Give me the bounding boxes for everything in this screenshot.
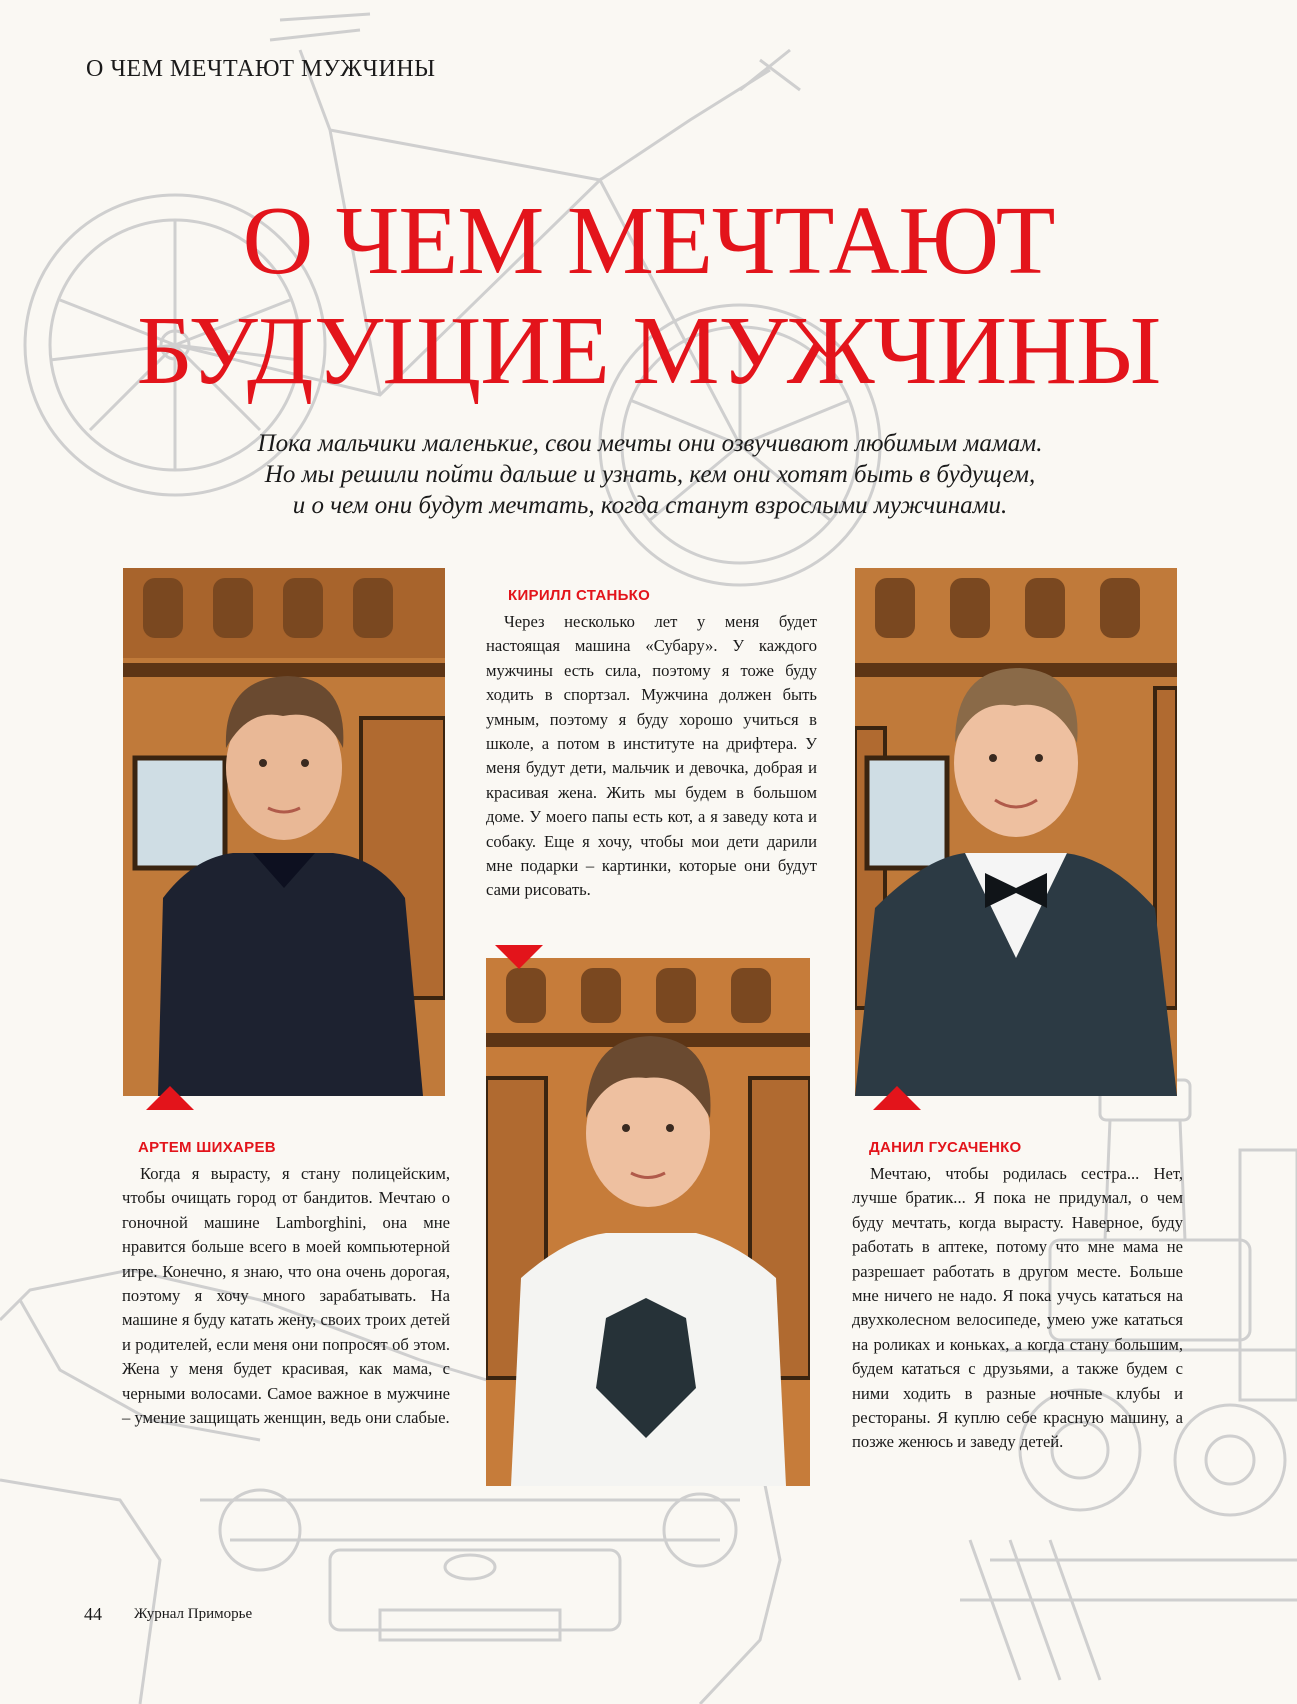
story-kirill: Через несколько лет у меня будет настоящая машина «Субару». У каждого мужчины есть сила, поэтому я тоже буду ходить в спортзал. Мужчина должен быть умным, поэтому я буду хорошо учиться в школе, а потом в институте на дрифтера. У меня будут дети, мальчик и девочка, добрая и красивая жена. Жить мы будем в большом доме. У моего папы есть кот, а я заведу кота и собаку. Еще я хочу, чтобы мои дети дарили мне подарки – картинки, которые они будут сами рисовать.	[486, 612, 817, 900]
boy-portrait-icon	[123, 568, 445, 1096]
pointer-kirill-icon	[495, 945, 543, 969]
boy-portrait-icon	[486, 958, 810, 1486]
pointer-danil-icon	[873, 1086, 921, 1110]
name-kirill: КИРИЛЛ СТАНЬКО	[508, 587, 651, 604]
photo-artem	[123, 568, 445, 1096]
lead-line-2: Но мы решили пойти дальше и узнать, кем они хотят быть в будущем,	[264, 461, 1036, 488]
story-danil: Мечтаю, чтобы родилась сестра... Нет, лучше братик... Я пока не придумал, о чем буду мечтать, когда вырасту. Наверное, буду работать в аптеке, потому что мне мама не разрешает работать в другом месте. Больше мне ничего не надо. Я пока учусь кататься на двухколесном велосипеде, умею уже кататься на роликах и коньках, а когда стану большим, будем кататься с друзьями, а также будем с ними ходить в разные ночные клубы и рестораны. Я куплю себе красную машину, а позже женюсь и заведу детей.	[852, 1164, 1183, 1452]
lead-line-1: Пока мальчики маленькие, свои мечты они озвучивают любимым мамам.	[257, 430, 1043, 457]
pointer-artem-icon	[146, 1086, 194, 1110]
main-title-line-1: О ЧЕМ МЕЧТАЮТ	[242, 187, 1055, 295]
section-header: О ЧЕМ МЕЧТАЮТ МУЖЧИНЫ	[86, 56, 436, 82]
lead-paragraph	[150, 428, 1150, 521]
main-title-line-2: БУДУЩИЕ МУЖЧИНЫ	[136, 297, 1161, 405]
lead-line-3: и о чем они будут мечтать, когда станут взрослыми мужчинами.	[292, 492, 1008, 519]
boy-portrait-icon	[855, 568, 1177, 1096]
story-artem: Когда я вырасту, я стану полицейским, чтобы очищать город от бандитов. Мечтаю о гоночной машине Lamborghini, она мне нравится больше всего в моей компьютерной игре. Конечно, я знаю, что она очень дорогая, поэтому я хочу много зарабатывать. На машине я буду катать жену, своих троих детей и родителей, если меня они попросят об этом. Жена у меня будет красивая, как мама, с черными волосами. Самое важное в мужчине – умение защищать женщин, ведь они слабые.	[122, 1164, 450, 1428]
photo-kirill	[486, 958, 810, 1486]
photo-danil	[855, 568, 1177, 1096]
name-danil: ДАНИЛ ГУСАЧЕНКО	[869, 1139, 1022, 1156]
magazine-name: Журнал Приморье	[134, 1606, 253, 1622]
name-artem: АРТЕМ ШИХАРЕВ	[138, 1139, 276, 1156]
page-number: 44	[84, 1604, 102, 1624]
